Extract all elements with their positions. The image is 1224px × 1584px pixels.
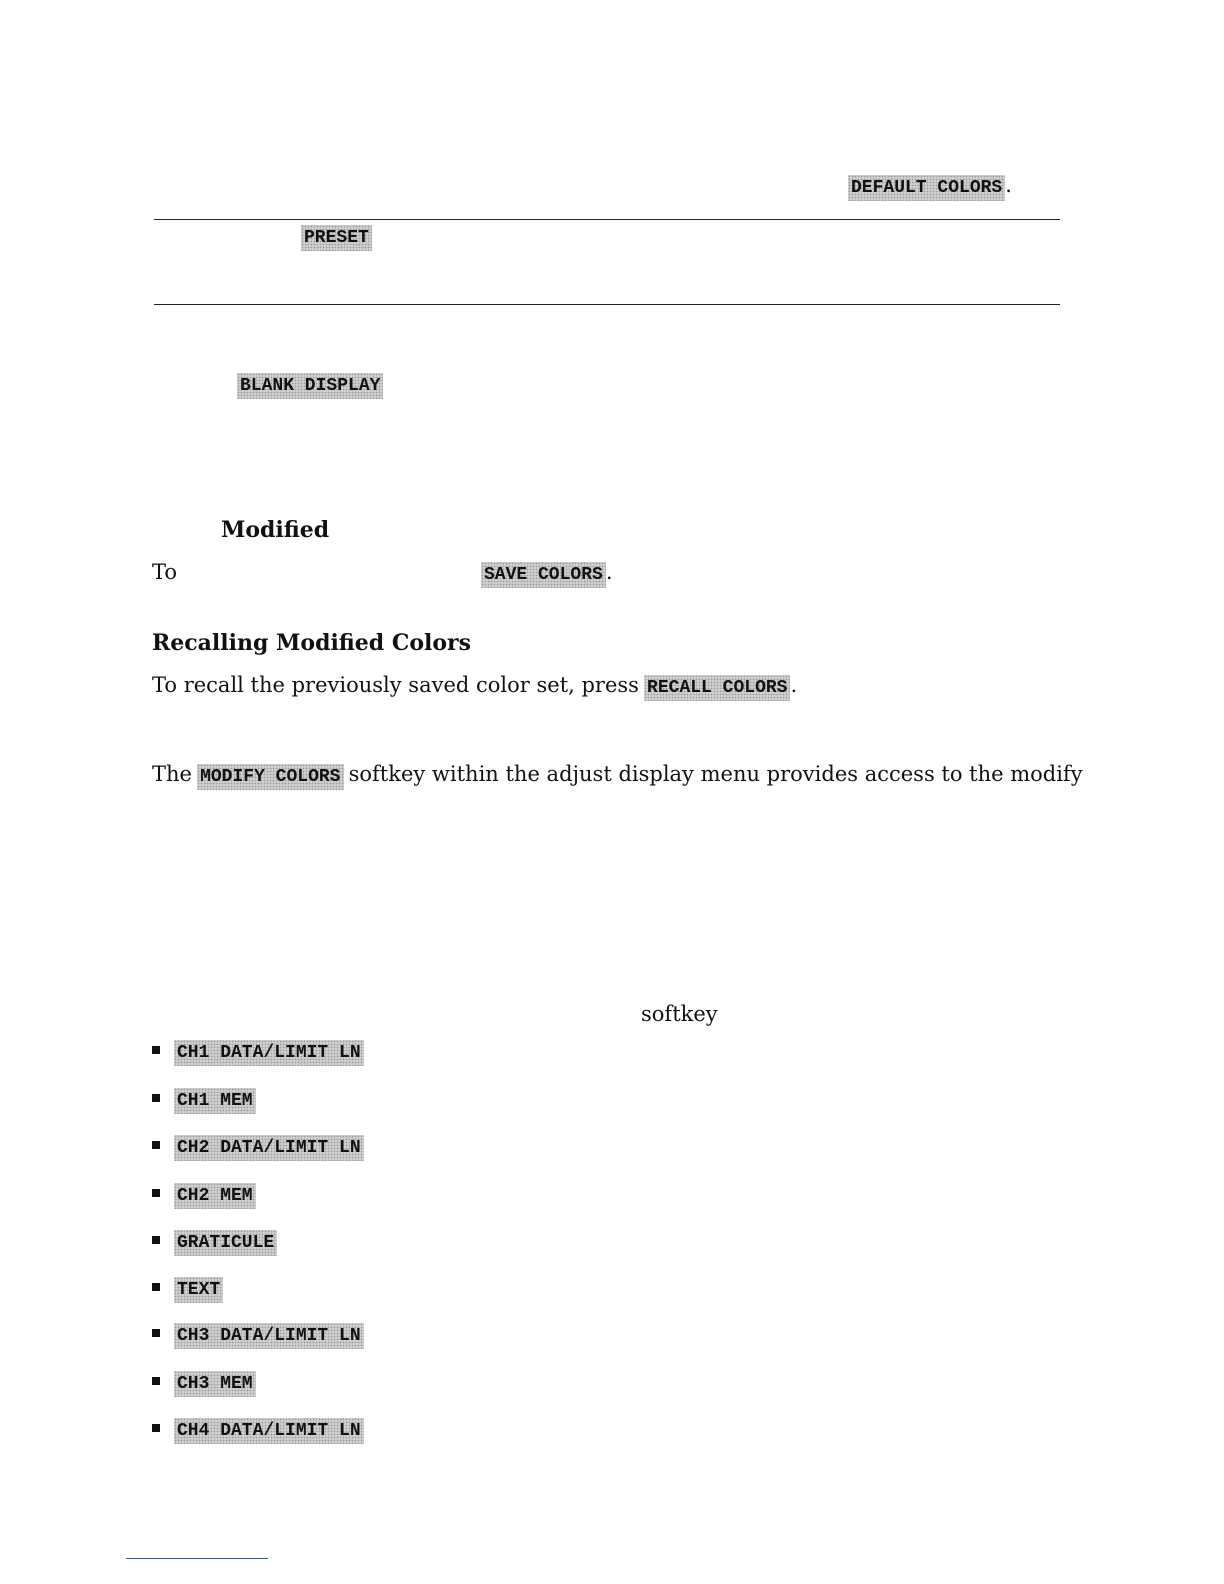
list-item: [152, 1183, 256, 1209]
ch4-data-limit-ln-softkey[interactable]: CH4 DATA/LIMIT LN: [174, 1418, 364, 1444]
text-softkey[interactable]: TEXT: [174, 1277, 223, 1303]
recalling-heading: Recalling Modified Colors: [152, 630, 472, 656]
modify-colors-softkey[interactable]: MODIFY COLORS: [197, 764, 343, 790]
modify-paragraph: [152, 761, 1083, 790]
save-colors-line: [481, 559, 613, 588]
list-item: [152, 1135, 364, 1161]
default-colors-line: [848, 172, 1012, 201]
softkey-word: softkey: [641, 1002, 718, 1026]
list-item: [152, 1418, 364, 1444]
footer-rule: [126, 1558, 268, 1559]
saving-to-word: To: [152, 560, 178, 584]
list-item: [152, 1088, 256, 1114]
default-colors-softkey[interactable]: DEFAULT COLORS: [848, 175, 1005, 201]
ch3-data-limit-ln-softkey[interactable]: CH3 DATA/LIMIT LN: [174, 1323, 364, 1349]
ch2-mem-softkey[interactable]: CH2 MEM: [174, 1183, 256, 1209]
period: .: [605, 560, 613, 584]
ch3-mem-softkey[interactable]: CH3 MEM: [174, 1371, 256, 1397]
bullet-icon: [152, 1094, 160, 1102]
note-top-rule: [154, 219, 1060, 220]
bullet-icon: [152, 1046, 160, 1054]
bullet-icon: [152, 1189, 160, 1197]
bullet-icon: [152, 1329, 160, 1337]
blank-display-line: [237, 373, 383, 399]
modify-text: softkey within the adjust display menu provides access to the modify: [348, 762, 1083, 786]
period: .: [790, 673, 798, 697]
list-item: [152, 1277, 223, 1303]
saving-heading: Modified: [221, 517, 330, 543]
bullet-icon: [152, 1236, 160, 1244]
list-item: [152, 1040, 364, 1066]
recall-colors-softkey[interactable]: RECALL COLORS: [644, 675, 790, 701]
period: .: [1005, 173, 1012, 197]
bullet-icon: [152, 1283, 160, 1291]
list-item: [152, 1371, 256, 1397]
graticule-softkey[interactable]: GRATICULE: [174, 1230, 277, 1256]
modify-the: The: [152, 762, 192, 786]
note-bottom-rule: [154, 304, 1060, 305]
bullet-icon: [152, 1377, 160, 1385]
recall-paragraph: [152, 672, 797, 701]
list-item: [152, 1230, 277, 1256]
preset-key[interactable]: PRESET: [301, 225, 372, 251]
list-item: [152, 1323, 364, 1349]
ch1-data-limit-ln-softkey[interactable]: CH1 DATA/LIMIT LN: [174, 1040, 364, 1066]
blank-display-softkey[interactable]: BLANK DISPLAY: [237, 373, 383, 399]
ch2-data-limit-ln-softkey[interactable]: CH2 DATA/LIMIT LN: [174, 1135, 364, 1161]
bullet-icon: [152, 1141, 160, 1149]
ch1-mem-softkey[interactable]: CH1 MEM: [174, 1088, 256, 1114]
bullet-icon: [152, 1424, 160, 1432]
preset-line: [301, 225, 372, 251]
recall-text: To recall the previously saved color set, press: [152, 673, 639, 697]
save-colors-softkey[interactable]: SAVE COLORS: [481, 562, 606, 588]
